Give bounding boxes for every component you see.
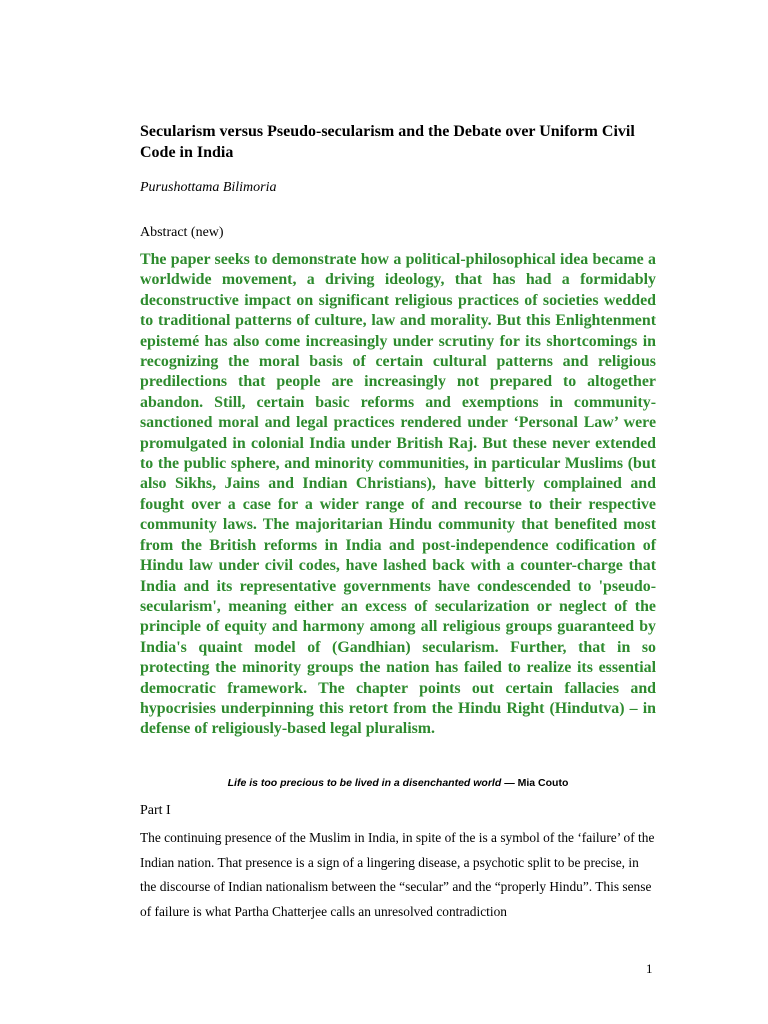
document-title: Secularism versus Pseudo-secularism and the Debate over Uniform Civil Code in India <box>140 123 635 161</box>
body-paragraph: The continuing presence of the Muslim in India, in spite of the is a symbol of the ‘failure’ of the Indian nation. That presence is a sign of a lingering disease, a psychotic split to be precise, in the discourse of Indian nationalism between the “secular” and the “properly Hindu”. This sense of failure is what Partha Chatterjee calls an unresolved contradiction <box>140 830 655 919</box>
epigraph <box>140 776 656 790</box>
abstract-heading: Abstract (new) <box>140 225 224 240</box>
author-name: Purushottama Bilimoria <box>140 180 277 195</box>
abstract-paragraph: The paper seeks to demonstrate how a political-philosophical idea became a worldwide movement, a driving ideology, that has had a formidably deconstructive impact on significant religious practices of societies wedded to traditional patterns of culture, law and morality. But this Enlightenment epistemé has also come increasingly under scrutiny for its shortcomings in recognizing the moral basis of certain cultural patterns and religious predilections that people are increasingly not prepared to altogether abandon. Still, certain basic reforms and exemptions in community-sanctioned moral and legal practices rendered under ‘Personal Law’ were promulgated in colonial India under British Raj. But these never extended to the public sphere, and minority communities, in particular Muslims (but also Sikhs, Jains and Indian Christians), have bitterly complained and fought over a case for a wider range of and recourse to their respective community laws. The majoritarian Hindu community that benefited most from the British reforms in India and post-independence codification of Hindu law under civil codes, have lashed back with a counter-charge that India and its representative governments have condescended to 'pseudo-secularism', meaning either an excess of secularization or neglect of the principle of equity and harmony among all religious groups guaranteed by India's quaint model of (Gandhian) secularism. Further, that in so protecting the minority groups the nation has failed to realize its essential democratic framework. The chapter points out certain fallacies and hypocrisies underpinning this retort from the Hindu Right (Hindutva) – in defense of religiously-based legal pluralism. <box>140 251 656 738</box>
part-heading: Part I <box>140 803 171 818</box>
epigraph-attribution: — Mia Couto <box>501 777 569 789</box>
epigraph-quote: Life is too precious to be lived in a disenchanted world <box>227 777 502 789</box>
page-number: 1 <box>646 961 653 976</box>
